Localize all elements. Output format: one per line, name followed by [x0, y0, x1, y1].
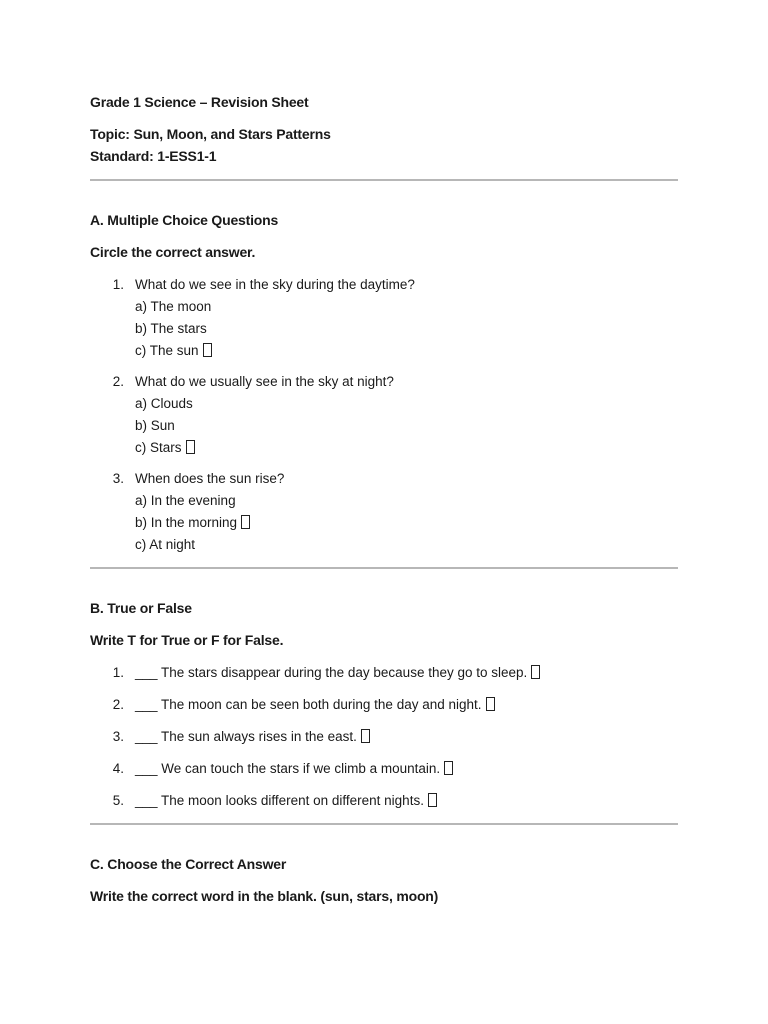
- true-false-text: ___ The sun always rises in the east.: [135, 729, 357, 744]
- item-number: 2.: [112, 697, 124, 712]
- answer-option: [135, 440, 195, 455]
- missing-glyph-icon: [486, 697, 495, 711]
- answer-option: b) The stars: [135, 321, 207, 336]
- section-b-heading: B. True or False: [90, 600, 192, 616]
- answer-option: [135, 343, 212, 358]
- missing-glyph-icon: [241, 515, 250, 529]
- true-false-item: [135, 761, 453, 776]
- true-false-text: ___ The moon looks different on different nights.: [135, 793, 424, 808]
- true-false-text: ___ The moon can be seen both during the day and night.: [135, 697, 482, 712]
- true-false-item: [135, 665, 540, 680]
- divider: [90, 567, 678, 569]
- item-number: 5.: [112, 793, 124, 808]
- section-a-heading: A. Multiple Choice Questions: [90, 212, 279, 228]
- answer-option-label: c) Stars: [135, 440, 182, 455]
- section-a-instruction: Circle the correct answer.: [90, 244, 256, 260]
- divider: [90, 823, 678, 825]
- item-number: 3.: [112, 729, 124, 744]
- item-number: 1.: [112, 665, 124, 680]
- question-number: 2.: [112, 374, 124, 389]
- missing-glyph-icon: [361, 729, 370, 743]
- item-number: 4.: [112, 761, 124, 776]
- question-number: 3.: [112, 471, 124, 486]
- section-b-instruction: Write T for True or F for False.: [90, 632, 284, 648]
- true-false-item: [135, 729, 370, 744]
- answer-option: b) Sun: [135, 418, 175, 433]
- answer-option: [135, 515, 250, 530]
- answer-option: c) At night: [135, 537, 196, 552]
- missing-glyph-icon: [186, 440, 195, 454]
- answer-option: a) In the evening: [135, 493, 236, 508]
- true-false-item: [135, 697, 495, 712]
- topic-line: Topic: Sun, Moon, and Stars Patterns: [90, 126, 331, 142]
- missing-glyph-icon: [444, 761, 453, 775]
- missing-glyph-icon: [203, 343, 212, 357]
- true-false-text: ___ We can touch the stars if we climb a mountain.: [135, 761, 441, 776]
- question-text: When does the sun rise?: [135, 471, 285, 486]
- answer-option: a) The moon: [135, 299, 212, 314]
- answer-option-label: c) The sun: [135, 343, 199, 358]
- question-text: What do we usually see in the sky at night?: [135, 374, 394, 389]
- answer-option-label: b) In the morning: [135, 515, 238, 530]
- standard-line: Standard: 1-ESS1-1: [90, 148, 217, 164]
- section-c-heading: C. Choose the Correct Answer: [90, 856, 287, 872]
- true-false-text: ___ The stars disappear during the day because they go to sleep.: [135, 665, 528, 680]
- question-text: What do we see in the sky during the daytime?: [135, 277, 415, 292]
- section-c-instruction: Write the correct word in the blank. (sun, stars, moon): [90, 888, 439, 904]
- question-number: 1.: [112, 277, 124, 292]
- answer-option: a) Clouds: [135, 396, 193, 411]
- true-false-item: [135, 793, 437, 808]
- divider: [90, 179, 678, 181]
- sheet-title: Grade 1 Science – Revision Sheet: [90, 94, 309, 110]
- missing-glyph-icon: [531, 665, 540, 679]
- missing-glyph-icon: [428, 793, 437, 807]
